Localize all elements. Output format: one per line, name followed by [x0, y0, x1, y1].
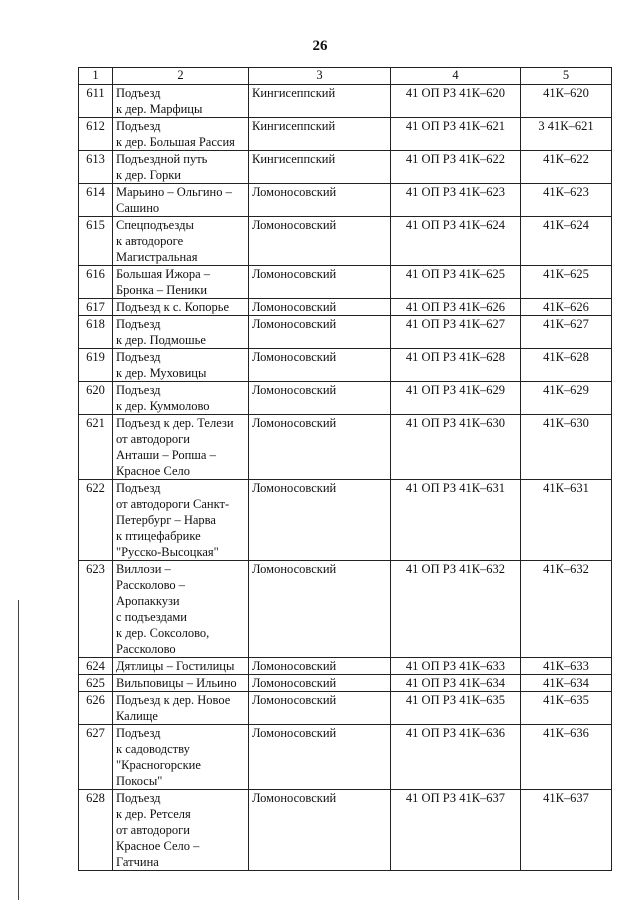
district: Кингисеппский — [249, 118, 391, 151]
road-name-line: к дер. Муховицы — [116, 366, 207, 380]
table-row — [79, 382, 612, 415]
row-number: 617 — [79, 299, 113, 316]
table-row — [79, 692, 612, 725]
road-name-line: Подъезд к дер. Телези — [116, 416, 234, 430]
row-number: 621 — [79, 415, 113, 480]
road-name-line: "Красногорские — [116, 758, 201, 772]
road-name-line: к дер. Подмошье — [116, 333, 206, 347]
road-id-code: 41 ОП РЗ 41К–633 — [391, 658, 521, 675]
row-number: 612 — [79, 118, 113, 151]
road-id-code: 41 ОП РЗ 41К–630 — [391, 415, 521, 480]
row-number: 618 — [79, 316, 113, 349]
road-name — [113, 692, 249, 725]
road-account-number: 41К–620 — [521, 85, 612, 118]
road-name — [113, 675, 249, 692]
district: Ломоносовский — [249, 217, 391, 266]
district: Ломоносовский — [249, 675, 391, 692]
table-row — [79, 658, 612, 675]
road-name-line: Подъезд к дер. Новое — [116, 693, 231, 707]
road-id-code: 41 ОП РЗ 41К–632 — [391, 561, 521, 658]
road-name-line: к дер. Марфицы — [116, 102, 203, 116]
road-name — [113, 299, 249, 316]
road-id-code: 41 ОП РЗ 41К–620 — [391, 85, 521, 118]
row-number: 627 — [79, 725, 113, 790]
district: Ломоносовский — [249, 561, 391, 658]
road-name-line: Бронка – Пеники — [116, 283, 208, 297]
column-header-4: 4 — [391, 68, 521, 85]
road-name — [113, 658, 249, 675]
road-id-code: 41 ОП РЗ 41К–636 — [391, 725, 521, 790]
road-account-number: 41К–636 — [521, 725, 612, 790]
road-name-line: к садоводству — [116, 742, 190, 756]
table-row — [79, 217, 612, 266]
road-name-line: Вильповицы – Ильино — [116, 676, 237, 690]
road-name-line: к дер. Горки — [116, 168, 181, 182]
table-row — [79, 790, 612, 871]
road-name — [113, 415, 249, 480]
district: Ломоносовский — [249, 692, 391, 725]
row-number: 611 — [79, 85, 113, 118]
row-number: 620 — [79, 382, 113, 415]
road-name-line: Виллози – — [116, 562, 171, 576]
district: Ломоносовский — [249, 316, 391, 349]
district: Ломоносовский — [249, 658, 391, 675]
district: Ломоносовский — [249, 382, 391, 415]
table-row — [79, 480, 612, 561]
district: Ломоносовский — [249, 266, 391, 299]
road-name-line: Спецподъезды — [116, 218, 194, 232]
table-body — [79, 85, 612, 871]
road-name-line: Подъезд — [116, 350, 161, 364]
table-header — [79, 68, 612, 85]
road-id-code: 41 ОП РЗ 41К–627 — [391, 316, 521, 349]
table-row — [79, 151, 612, 184]
table-row — [79, 316, 612, 349]
table-row — [79, 349, 612, 382]
table-row — [79, 561, 612, 658]
road-account-number: 41К–633 — [521, 658, 612, 675]
table-row — [79, 118, 612, 151]
road-name-line: Красное Село – — [116, 839, 200, 853]
road-name-line: Подъезд — [116, 383, 161, 397]
row-number: 626 — [79, 692, 113, 725]
road-name-line: от автодороги — [116, 432, 190, 446]
road-id-code: 41 ОП РЗ 41К–622 — [391, 151, 521, 184]
road-name — [113, 118, 249, 151]
road-name-line: к птицефабрике — [116, 529, 201, 543]
road-name-line: к дер. Большая Рассия — [116, 135, 235, 149]
road-name — [113, 85, 249, 118]
road-account-number: 41К–632 — [521, 561, 612, 658]
road-name-line: Подъезд — [116, 481, 161, 495]
road-name — [113, 790, 249, 871]
roads-table — [78, 67, 612, 871]
road-name — [113, 349, 249, 382]
row-number: 614 — [79, 184, 113, 217]
road-account-number: 41К–634 — [521, 675, 612, 692]
road-account-number: 41К–628 — [521, 349, 612, 382]
road-id-code: 41 ОП РЗ 41К–631 — [391, 480, 521, 561]
road-id-code: 41 ОП РЗ 41К–637 — [391, 790, 521, 871]
road-name — [113, 184, 249, 217]
road-account-number: 41К–627 — [521, 316, 612, 349]
table-row — [79, 725, 612, 790]
road-name-line: Подъезд — [116, 317, 161, 331]
header-row — [79, 68, 612, 85]
row-number: 615 — [79, 217, 113, 266]
road-name-line: Подъезд к с. Копорье — [116, 300, 230, 314]
column-header-2: 2 — [113, 68, 249, 85]
road-name-line: Магистральная — [116, 250, 198, 264]
road-name-line: Рассколово – — [116, 578, 186, 592]
road-id-code: 41 ОП РЗ 41К–628 — [391, 349, 521, 382]
district: Кингисеппский — [249, 151, 391, 184]
road-id-code: 41 ОП РЗ 41К–625 — [391, 266, 521, 299]
road-account-number: 3 41К–621 — [521, 118, 612, 151]
column-header-5: 5 — [521, 68, 612, 85]
road-name — [113, 382, 249, 415]
road-name — [113, 316, 249, 349]
road-name-line: Гатчина — [116, 855, 159, 869]
road-name-line: Покосы" — [116, 774, 163, 788]
road-id-code: 41 ОП РЗ 41К–634 — [391, 675, 521, 692]
district: Ломоносовский — [249, 184, 391, 217]
row-number: 624 — [79, 658, 113, 675]
row-number: 628 — [79, 790, 113, 871]
row-number: 613 — [79, 151, 113, 184]
row-number: 623 — [79, 561, 113, 658]
road-name-line: Петербург – Нарва — [116, 513, 216, 527]
table-row — [79, 299, 612, 316]
road-name-line: Калище — [116, 709, 158, 723]
road-name-line: к автодороге — [116, 234, 184, 248]
road-name-line: к дер. Соксолово, — [116, 626, 210, 640]
road-name-line: Анташи – Ропша – — [116, 448, 216, 462]
road-id-code: 41 ОП РЗ 41К–635 — [391, 692, 521, 725]
row-number: 622 — [79, 480, 113, 561]
column-header-1: 1 — [79, 68, 113, 85]
road-id-code: 41 ОП РЗ 41К–624 — [391, 217, 521, 266]
road-name — [113, 480, 249, 561]
table-row — [79, 675, 612, 692]
table-row — [79, 184, 612, 217]
road-name-line: Аропаккузи — [116, 594, 180, 608]
road-name-line: к дер. Ретселя — [116, 807, 191, 821]
road-account-number: 41К–630 — [521, 415, 612, 480]
road-name-line: Подъезд — [116, 791, 161, 805]
road-name-line: Дятлицы – Гостилицы — [116, 659, 235, 673]
road-account-number: 41К–624 — [521, 217, 612, 266]
road-id-code: 41 ОП РЗ 41К–626 — [391, 299, 521, 316]
road-account-number: 41К–625 — [521, 266, 612, 299]
road-name-line: Подъездной путь — [116, 152, 208, 166]
road-account-number: 41К–622 — [521, 151, 612, 184]
road-name — [113, 217, 249, 266]
road-id-code: 41 ОП РЗ 41К–621 — [391, 118, 521, 151]
road-account-number: 41К–629 — [521, 382, 612, 415]
road-account-number: 41К–635 — [521, 692, 612, 725]
road-name — [113, 725, 249, 790]
row-number: 616 — [79, 266, 113, 299]
road-name-line: Красное Село — [116, 464, 190, 478]
page-number: 26 — [312, 38, 328, 54]
row-number: 619 — [79, 349, 113, 382]
district: Ломоносовский — [249, 480, 391, 561]
road-name-line: "Русско-Высоцкая" — [116, 545, 219, 559]
road-name-line: Большая Ижора – — [116, 267, 211, 281]
table-row — [79, 415, 612, 480]
district: Ломоносовский — [249, 299, 391, 316]
road-name-line: Подъезд — [116, 86, 161, 100]
district: Ломоносовский — [249, 349, 391, 382]
road-name-line: к дер. Куммолово — [116, 399, 210, 413]
road-name-line: от автодороги — [116, 823, 190, 837]
road-account-number: 41К–626 — [521, 299, 612, 316]
district: Ломоносовский — [249, 790, 391, 871]
district: Ломоносовский — [249, 725, 391, 790]
district: Ломоносовский — [249, 415, 391, 480]
road-name-line: Подъезд — [116, 119, 161, 133]
table-row — [79, 85, 612, 118]
road-id-code: 41 ОП РЗ 41К–623 — [391, 184, 521, 217]
road-account-number: 41К–631 — [521, 480, 612, 561]
road-account-number: 41К–637 — [521, 790, 612, 871]
road-name — [113, 561, 249, 658]
road-name-line: Подъезд — [116, 726, 161, 740]
margin-line — [18, 600, 19, 900]
road-name — [113, 151, 249, 184]
road-account-number: 41К–623 — [521, 184, 612, 217]
column-header-3: 3 — [249, 68, 391, 85]
road-name-line: от автодороги Санкт- — [116, 497, 230, 511]
district: Кингисеппский — [249, 85, 391, 118]
row-number: 625 — [79, 675, 113, 692]
road-name-line: с подъездами — [116, 610, 187, 624]
table-row — [79, 266, 612, 299]
road-name-line: Сашино — [116, 201, 160, 215]
road-name — [113, 266, 249, 299]
road-name-line: Рассколово — [116, 642, 176, 656]
road-name-line: Марьино – Ольгино – — [116, 185, 232, 199]
road-id-code: 41 ОП РЗ 41К–629 — [391, 382, 521, 415]
